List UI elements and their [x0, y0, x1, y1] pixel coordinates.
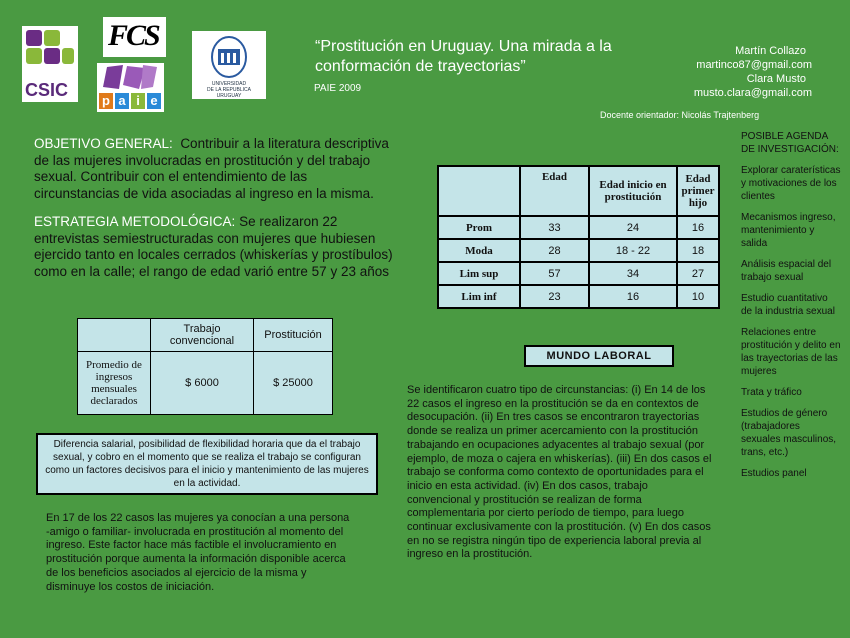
table-cell: $ 25000	[254, 352, 333, 415]
objetivo-label: OBJETIVO GENERAL:	[34, 136, 173, 151]
table-cell: 33	[520, 216, 589, 239]
table-cell: 23	[520, 285, 589, 308]
paie-letter-p: p	[99, 93, 113, 109]
table-cell: 18	[677, 239, 719, 262]
author-name: Martín Collazo	[735, 45, 806, 57]
estrategia-label: ESTRATEGIA METODOLÓGICA:	[34, 214, 236, 229]
table-header-cell: Edad primer hijo	[677, 166, 719, 216]
agenda-item: Estudios panel	[741, 468, 807, 479]
program-label: PAIE 2009	[314, 83, 362, 94]
udelar-text: URUGUAY	[216, 93, 242, 99]
estrategia-text: Se realizaron 22 entrevistas semiestructuradas con mujeres que hubiesen ejercido tanto en locales cerrados (whiskerías y prostíbulos) como en la calle; el rango de edad varió entre 57 y 23 años	[34, 214, 393, 279]
estrategia-section	[34, 214, 394, 280]
fcs-logo-text: FCS	[108, 19, 159, 52]
agenda-title: POSIBLE AGENDA DE INVESTIGACIÓN:	[741, 131, 839, 155]
table-row-label: Lim inf	[438, 285, 520, 308]
agenda-item: Análisis espacial del trabajo sexual	[741, 259, 832, 283]
agenda-item: Estudios de género (trabajadores sexuales masculinos, trans, etc.)	[741, 408, 837, 458]
table-row-label: Promedio de ingresos mensuales declarados	[78, 352, 151, 415]
csic-square-icon	[26, 48, 42, 64]
table-header-cell: Prostitución	[254, 319, 333, 352]
agenda-item: Trata y tráfico	[741, 387, 802, 398]
author-email: musto.clara@gmail.com	[693, 87, 812, 99]
table-cell: 16	[589, 285, 677, 308]
paie-logo	[97, 63, 164, 112]
mundo-laboral-heading: MUNDO LABORAL	[524, 345, 674, 367]
agenda-item: Mecanismos ingreso, mantenimiento y salida	[741, 212, 836, 249]
mundo-laboral-text: Se identificaron cuatro tipo de circunstancias: (i) En 14 de los 22 casos el ingreso en la prostitución se da en contextos de desocupación. (ii) En tres casos se encontraron trayectorias donde se realiza un primer acercamiento con la prostitución trabajando en ocupaciones adyacentes al trabajo sexual (por ejemplo, de moza o cajera en whiskerías). (iii) En dos casos el trabajo se conforma como contexto de oportunidades para el inicio en esta actividad. (iv) En dos casos, trabajo convencional y prostitución se realizan de forma complementaria por cierto período de tiempo, para luego continuar exclusivamente con la prostitución. (v) En dos casos en no se registra ningún tipo de experiencia laboral previa al ingreso en la prostitución.	[407, 384, 712, 561]
table-header-cell	[78, 319, 151, 352]
table-row-label: Moda	[438, 239, 520, 262]
table-cell: 28	[520, 239, 589, 262]
paie-figures-icon	[97, 63, 164, 91]
ingresos-table	[77, 318, 333, 415]
table-header-cell	[438, 166, 520, 216]
table-row	[438, 216, 719, 239]
poster-title: “Prostitución en Uruguay. Una mirada a la conformación de trayectorias”	[315, 38, 612, 75]
table-cell: 16	[677, 216, 719, 239]
author-email: martinco87@gmail.com	[696, 59, 812, 71]
udelar-logo	[192, 31, 266, 99]
table-header-cell: Edad	[520, 166, 589, 216]
table-cell: 18 - 22	[589, 239, 677, 262]
table-row-label: Prom	[438, 216, 520, 239]
table-row	[438, 285, 719, 308]
orientador-label: Docente orientador: Nicolás Trajtenberg	[600, 110, 760, 120]
objetivo-section	[34, 136, 394, 202]
table-cell: $ 6000	[151, 352, 254, 415]
table-header-cell: Trabajo convencional	[151, 319, 254, 352]
csic-square-icon	[62, 48, 74, 64]
agenda-item: Estudio cuantitativo de la industria sexual	[741, 293, 835, 317]
table-header-cell: Edad inicio en prostitución	[589, 166, 677, 216]
paie-letter-a: a	[115, 93, 129, 109]
table-row	[438, 239, 719, 262]
csic-square-icon	[44, 30, 60, 46]
table-row	[438, 262, 719, 285]
udelar-emblem-icon	[192, 35, 266, 81]
udelar-text: DE LA REPUBLICA	[207, 87, 251, 93]
author-name: Clara Musto	[746, 73, 806, 85]
authors-block	[660, 44, 812, 100]
table-cell: 10	[677, 285, 719, 308]
paie-letter-i: i	[131, 93, 145, 109]
table-row-label: Lim sup	[438, 262, 520, 285]
csic-logo	[22, 26, 78, 102]
ingreso-paragraph: En 17 de los 22 casos las mujeres ya conocían a una persona -amigo o familiar- involucrada en prostitución al momento del ingreso. Este factor hace más factible el involucramiento en prostitución porque aumenta la información disponible acerca de los beneficios asociados al ejercicio de la misma y disminuye los costos de iniciación.	[46, 512, 350, 593]
agenda-item: Relaciones entre prostitución y delito en las trayectorias de las mujeres	[741, 327, 841, 377]
csic-square-icon	[26, 30, 42, 46]
udelar-text: UNIVERSIDAD	[211, 81, 247, 87]
diferencia-box: Diferencia salarial, posibilidad de flexibilidad horaria que da el trabajo sexual, y cobro en el momento que se realiza el trabajo se configuran como un factores decisivos para el inicio y mantenimiento de las mujeres en la actividad.	[36, 433, 378, 495]
paie-letter-e: e	[147, 93, 161, 109]
table-cell: 27	[677, 262, 719, 285]
table-cell: 24	[589, 216, 677, 239]
fcs-logo	[103, 17, 166, 57]
table-cell: 57	[520, 262, 589, 285]
edad-table	[437, 165, 720, 309]
table-cell: 34	[589, 262, 677, 285]
objetivo-text: Contribuir a la literatura descriptiva de las mujeres involucradas en prostitución y del trabajo sexual. Contribuir con el entendimiento de las circunstancias de vida asociadas al ingreso en la misma.	[34, 136, 389, 201]
csic-square-icon	[44, 48, 60, 64]
agenda-section	[741, 130, 841, 488]
agenda-item: Explorar caraterísticas y motivaciones de los clientes	[741, 165, 841, 202]
csic-logo-text: CSIC	[25, 80, 69, 100]
